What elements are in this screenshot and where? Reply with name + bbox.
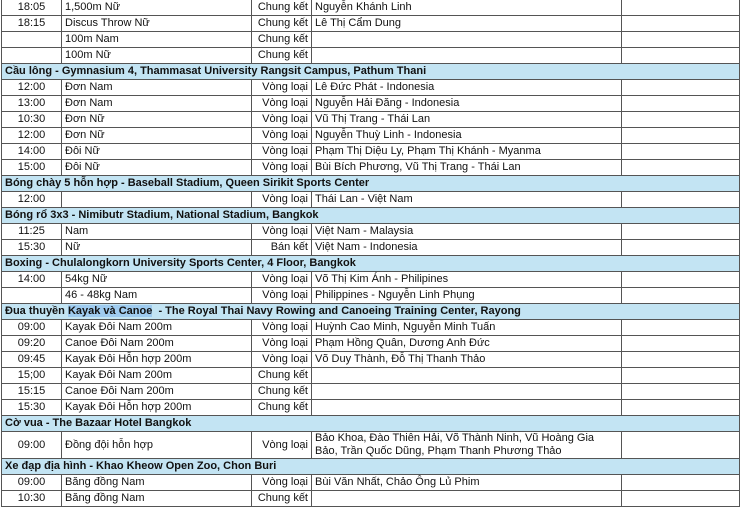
athletes-cell[interactable] [312, 400, 622, 416]
time-cell[interactable]: 18:05 [2, 0, 62, 16]
notes-cell[interactable] [622, 240, 740, 256]
round-cell[interactable]: Vòng loại [252, 352, 312, 368]
athletes-cell[interactable]: Phạm Thị Diệu Ly, Phạm Thị Khánh - Myanma [312, 144, 622, 160]
athletes-cell[interactable]: Bùi Bích Phương, Vũ Thị Trang - Thái Lan [312, 160, 622, 176]
table-row [2, 240, 740, 256]
event-cell[interactable] [62, 192, 252, 208]
event-cell[interactable]: Đơn Nam [62, 96, 252, 112]
round-cell[interactable]: Chung kết [252, 16, 312, 32]
athletes-cell[interactable] [312, 32, 622, 48]
notes-cell[interactable] [622, 0, 740, 16]
event-cell[interactable]: Kayak Đôi Hỗn hợp 200m [62, 400, 252, 416]
time-cell[interactable]: 13:00 [2, 96, 62, 112]
notes-cell[interactable] [622, 192, 740, 208]
time-cell[interactable]: 12:00 [2, 80, 62, 96]
notes-cell[interactable] [622, 224, 740, 240]
section-header-cell[interactable]: Bóng rổ 3x3 - Nimibutr Stadium, National Stadium, Bangkok [2, 208, 740, 224]
section-header [2, 256, 740, 272]
table-row [2, 112, 740, 128]
section-header [2, 176, 740, 192]
event-cell[interactable]: Discus Throw Nữ [62, 16, 252, 32]
round-cell[interactable]: Chung kết [252, 384, 312, 400]
round-cell[interactable]: Chung kết [252, 400, 312, 416]
table-row [2, 16, 740, 32]
event-cell[interactable]: Đơn Nam [62, 80, 252, 96]
notes-cell[interactable] [622, 96, 740, 112]
table-row [2, 384, 740, 400]
notes-cell[interactable] [622, 272, 740, 288]
athletes-cell[interactable]: Võ Thị Kim Ánh - Philipines [312, 272, 622, 288]
round-cell[interactable]: Bán kết [252, 240, 312, 256]
time-cell[interactable]: 15;00 [2, 368, 62, 384]
athletes-cell[interactable]: Thái Lan - Việt Nam [312, 192, 622, 208]
athletes-cell[interactable] [312, 368, 622, 384]
event-cell[interactable]: Băng đồng Nam [62, 475, 252, 491]
table-row [2, 320, 740, 336]
athletes-cell[interactable]: Bảo Khoa, Đào Thiên Hải, Võ Thành Ninh, Vũ Hoàng Gia Bảo, Trần Quốc Dũng, Phạm Thanh Phương Thảo [312, 432, 622, 459]
event-cell[interactable]: Kayak Đôi Hỗn hợp 200m [62, 352, 252, 368]
event-cell[interactable]: Đơn Nữ [62, 128, 252, 144]
table-row [2, 475, 740, 491]
time-cell[interactable]: 15:30 [2, 400, 62, 416]
notes-cell[interactable] [622, 432, 740, 459]
section-header-text: Đua thuyền [5, 305, 68, 317]
time-cell[interactable]: 09:00 [2, 475, 62, 491]
time-cell[interactable]: 14:00 [2, 272, 62, 288]
notes-cell[interactable] [622, 475, 740, 491]
section-header-cell[interactable] [2, 304, 740, 320]
event-cell[interactable]: 54kg Nữ [62, 272, 252, 288]
event-cell[interactable]: 1,500m Nữ [62, 0, 252, 16]
athletes-cell[interactable]: Nguyễn Hải Đăng - Indonesia [312, 96, 622, 112]
round-cell[interactable]: Vòng loại [252, 144, 312, 160]
notes-cell[interactable] [622, 491, 740, 507]
event-cell[interactable]: Đơn Nữ [62, 112, 252, 128]
round-cell[interactable]: Vòng loại [252, 128, 312, 144]
notes-cell[interactable] [622, 16, 740, 32]
athletes-cell[interactable]: Bùi Văn Nhất, Chảo Ông Lủ Phim [312, 475, 622, 491]
time-cell[interactable]: 09:45 [2, 352, 62, 368]
notes-cell[interactable] [622, 80, 740, 96]
event-cell[interactable]: Kayak Đôi Nam 200m [62, 320, 252, 336]
time-cell[interactable]: 12:00 [2, 192, 62, 208]
notes-cell[interactable] [622, 320, 740, 336]
round-cell[interactable]: Vòng loại [252, 160, 312, 176]
time-cell[interactable]: 15:30 [2, 240, 62, 256]
event-cell[interactable]: Nữ [62, 240, 252, 256]
section-header-cell[interactable]: Boxing - Chulalongkorn University Sports Center, 4 Floor, Bangkok [2, 256, 740, 272]
time-cell[interactable]: 14:00 [2, 144, 62, 160]
notes-cell[interactable] [622, 336, 740, 352]
athletes-cell[interactable]: Huỳnh Cao Minh, Nguyễn Minh Tuấn [312, 320, 622, 336]
round-cell[interactable]: Vòng loại [252, 320, 312, 336]
round-cell[interactable]: Vòng loại [252, 96, 312, 112]
table-row [2, 491, 740, 507]
athletes-cell[interactable]: Việt Nam - Indonesia [312, 240, 622, 256]
section-header [2, 64, 740, 80]
athletes-cell[interactable]: Võ Duy Thành, Đỗ Thị Thanh Thảo [312, 352, 622, 368]
round-cell[interactable]: Chung kết [252, 368, 312, 384]
event-cell[interactable]: 100m Nam [62, 32, 252, 48]
event-cell[interactable]: Canoe Đôi Nam 200m [62, 384, 252, 400]
round-cell[interactable]: Vòng loại [252, 475, 312, 491]
section-header [2, 208, 740, 224]
table-row [2, 32, 740, 48]
table-row [2, 288, 740, 304]
time-cell[interactable]: 10:30 [2, 491, 62, 507]
event-cell[interactable]: 46 - 48kg Nam [62, 288, 252, 304]
round-cell[interactable]: Chung kết [252, 32, 312, 48]
table-row [2, 0, 740, 16]
section-header-cell[interactable]: Cờ vua - The Bazaar Hotel Bangkok [2, 416, 740, 432]
athletes-cell[interactable] [312, 491, 622, 507]
notes-cell[interactable] [622, 128, 740, 144]
event-cell[interactable]: Đôi Nữ [62, 160, 252, 176]
athletes-cell[interactable] [312, 384, 622, 400]
table-row [2, 192, 740, 208]
event-cell[interactable]: Băng đồng Nam [62, 491, 252, 507]
athletes-cell[interactable]: Philippines - Nguyễn Linh Phụng [312, 288, 622, 304]
round-cell[interactable]: Chung kết [252, 491, 312, 507]
section-header [2, 416, 740, 432]
section-header-text: - The Royal Thai Navy Rowing and Canoeing Training Center, Rayong [152, 305, 521, 317]
athletes-cell[interactable]: Vũ Thị Trang - Thái Lan [312, 112, 622, 128]
athletes-cell[interactable]: Việt Nam - Malaysia [312, 224, 622, 240]
notes-cell[interactable] [622, 288, 740, 304]
notes-cell[interactable] [622, 352, 740, 368]
athletes-cell[interactable]: Nguyễn Khánh Linh [312, 0, 622, 16]
time-cell[interactable]: 15:00 [2, 160, 62, 176]
section-header [2, 304, 740, 320]
time-cell[interactable] [2, 48, 62, 64]
athletes-cell[interactable]: Nguyễn Thuỳ Linh - Indonesia [312, 128, 622, 144]
selected-text: Kayak và Canoe [67, 305, 153, 317]
time-cell[interactable]: 09:00 [2, 320, 62, 336]
time-cell[interactable]: 12:00 [2, 128, 62, 144]
table-row [2, 352, 740, 368]
athletes-cell[interactable] [312, 48, 622, 64]
time-cell[interactable]: 10:30 [2, 112, 62, 128]
section-header-cell[interactable]: Bóng chày 5 hỗn hợp - Baseball Stadium, Queen Sirikit Sports Center [2, 176, 740, 192]
section-header-cell[interactable]: Xe đạp địa hình - Khao Kheow Open Zoo, Chon Buri [2, 459, 740, 475]
time-cell[interactable]: 11:25 [2, 224, 62, 240]
time-cell[interactable]: 15:15 [2, 384, 62, 400]
section-header [2, 459, 740, 475]
table-row [2, 432, 740, 459]
event-cell[interactable]: Đôi Nữ [62, 144, 252, 160]
round-cell[interactable]: Chung kết [252, 48, 312, 64]
time-cell[interactable] [2, 288, 62, 304]
time-cell[interactable] [2, 32, 62, 48]
notes-cell[interactable] [622, 160, 740, 176]
notes-cell[interactable] [622, 400, 740, 416]
section-header-cell[interactable]: Cầu lông - Gymnasium 4, Thammasat University Rangsit Campus, Pathum Thani [2, 64, 740, 80]
time-cell[interactable]: 18:15 [2, 16, 62, 32]
notes-cell[interactable] [622, 384, 740, 400]
notes-cell[interactable] [622, 144, 740, 160]
time-cell[interactable]: 09:00 [2, 432, 62, 459]
table-row [2, 368, 740, 384]
round-cell[interactable]: Vòng loại [252, 336, 312, 352]
table-row [2, 400, 740, 416]
notes-cell[interactable] [622, 32, 740, 48]
round-cell[interactable]: Vòng loại [252, 288, 312, 304]
table-row [2, 48, 740, 64]
event-cell[interactable]: 100m Nữ [62, 48, 252, 64]
table-row [2, 144, 740, 160]
athletes-cell[interactable]: Lê Thị Cẩm Dung [312, 16, 622, 32]
round-cell[interactable]: Vòng loại [252, 80, 312, 96]
time-cell[interactable]: 09:20 [2, 336, 62, 352]
table-row [2, 128, 740, 144]
event-cell[interactable]: Nam [62, 224, 252, 240]
event-cell[interactable]: Kayak Đôi Nam 200m [62, 368, 252, 384]
table-row [2, 96, 740, 112]
round-cell[interactable]: Vòng loại [252, 432, 312, 459]
notes-cell[interactable] [622, 368, 740, 384]
athletes-cell[interactable]: Phạm Hồng Quân, Dương Anh Đức [312, 336, 622, 352]
event-cell[interactable]: Đồng đội hỗn hợp [62, 432, 252, 459]
notes-cell[interactable] [622, 112, 740, 128]
notes-cell[interactable] [622, 48, 740, 64]
table-row [2, 160, 740, 176]
round-cell[interactable]: Vòng loại [252, 272, 312, 288]
schedule-table [1, 0, 740, 507]
athletes-cell[interactable]: Lê Đức Phát - Indonesia [312, 80, 622, 96]
round-cell[interactable]: Vòng loại [252, 112, 312, 128]
round-cell[interactable]: Chung kết [252, 0, 312, 16]
table-row [2, 336, 740, 352]
table-row [2, 224, 740, 240]
round-cell[interactable]: Vòng loại [252, 224, 312, 240]
table-row [2, 272, 740, 288]
table-row [2, 80, 740, 96]
round-cell[interactable]: Vòng loại [252, 192, 312, 208]
event-cell[interactable]: Canoe Đôi Nam 200m [62, 336, 252, 352]
